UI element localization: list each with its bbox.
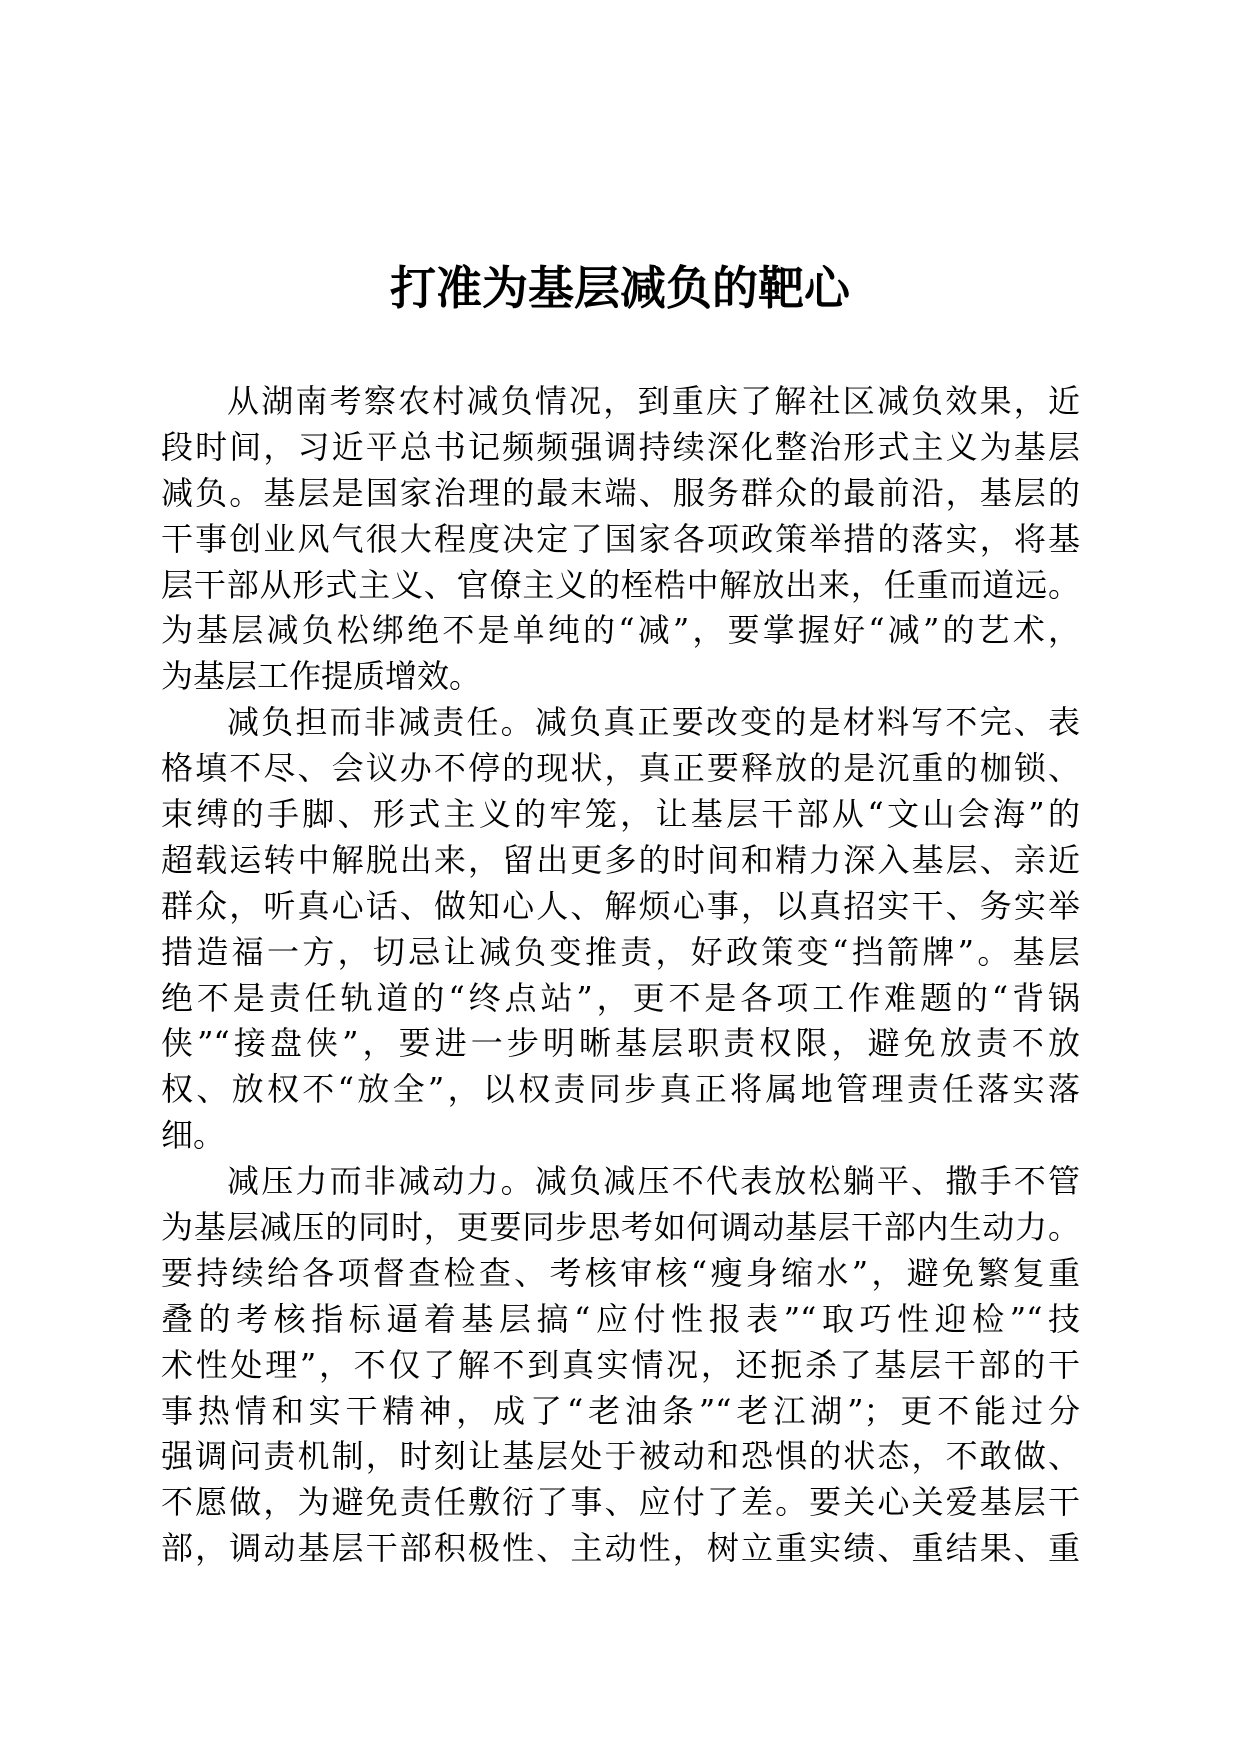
body-text-line: 强调问责机制，时刻让基层处于被动和恐惧的状态，不敢做、 bbox=[161, 1437, 1080, 1476]
body-text-line: 束缚的手脚、形式主义的牢笼，让基层干部从“文山会海”的 bbox=[161, 795, 1080, 834]
body-text-line: 部，调动基层干部积极性、主动性，树立重实绩、重结果、重 bbox=[161, 1529, 1080, 1568]
body-text-line: 减负担而非减责任。减负真正要改变的是材料写不完、表 bbox=[227, 703, 1080, 742]
body-text-line: 减负。基层是国家治理的最末端、服务群众的最前沿，基层的 bbox=[161, 473, 1080, 512]
body-text-line: 为基层工作提质增效。 bbox=[161, 657, 482, 696]
body-text-line: 干事创业风气很大程度决定了国家各项政策举措的落实，将基 bbox=[161, 519, 1080, 558]
body-text-line: 权、放权不“放全”，以权责同步真正将属地管理责任落实落 bbox=[161, 1070, 1080, 1109]
paragraph-3 bbox=[161, 1159, 1080, 1572]
body-text-line: 层干部从形式主义、官僚主义的桎梏中解放出来，任重而道远。 bbox=[161, 565, 1080, 604]
body-text-line: 超载运转中解脱出来，留出更多的时间和精力深入基层、亲近 bbox=[161, 840, 1080, 879]
document-title: 打准为基层减负的靶心 bbox=[390, 261, 850, 315]
body-text-line: 从湖南考察农村减负情况，到重庆了解社区减负效果，近 bbox=[227, 382, 1080, 420]
body-text-line: 群众，听真心话、做知心人、解烦心事，以真招实干、务实举 bbox=[161, 886, 1080, 925]
body-text-line: 为基层减负松绑绝不是单纯的“减”，要掌握好“减”的艺术， bbox=[161, 611, 1080, 650]
body-text-line: 事热情和实干精神，成了“老油条”“老江湖”；更不能过分 bbox=[161, 1391, 1080, 1430]
document-body bbox=[161, 379, 1080, 1572]
body-text-line: 不愿做，为避免责任敷衍了事、应付了差。要关心关爱基层干 bbox=[161, 1483, 1080, 1522]
body-text-line: 段时间，习近平总书记频频强调持续深化整治形式主义为基层 bbox=[161, 427, 1080, 466]
paragraph-2 bbox=[161, 700, 1080, 1159]
body-text-line: 为基层减压的同时，更要同步思考如何调动基层干部内生动力。 bbox=[161, 1208, 1080, 1247]
body-text-line: 叠的考核指标逼着基层搞“应付性报表”“取巧性迎检”“技 bbox=[161, 1299, 1080, 1338]
body-text-line: 术性处理”，不仅了解不到真实情况，还扼杀了基层干部的干 bbox=[161, 1345, 1080, 1384]
body-text-line: 措造福一方，切忌让减负变推责，好政策变“挡箭牌”。基层 bbox=[161, 932, 1080, 971]
body-text-line: 要持续给各项督查检查、考核审核“瘦身缩水”，避免繁复重 bbox=[161, 1253, 1080, 1292]
body-text-line: 减压力而非减动力。减负减压不代表放松躺平、撒手不管 bbox=[227, 1162, 1080, 1201]
paragraph-1 bbox=[161, 379, 1080, 700]
body-text-line: 侠”“接盘侠”，要进一步明晰基层职责权限，避免放责不放 bbox=[161, 1024, 1080, 1063]
body-text-line: 细。 bbox=[161, 1116, 226, 1155]
body-text-line: 绝不是责任轨道的“终点站”，更不是各项工作难题的“背锅 bbox=[161, 978, 1080, 1017]
body-text-line: 格填不尽、会议办不停的现状，真正要释放的是沉重的枷锁、 bbox=[161, 749, 1080, 788]
